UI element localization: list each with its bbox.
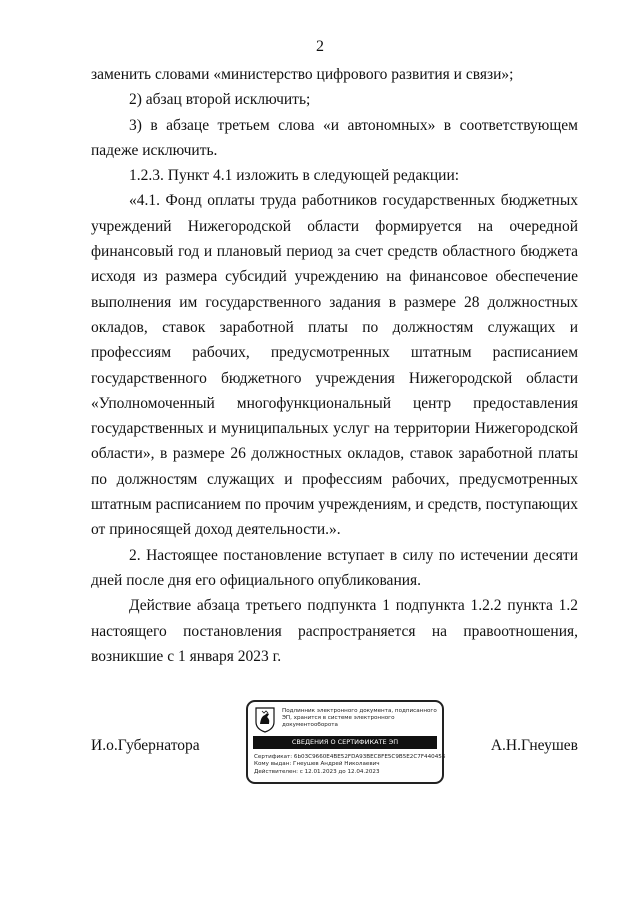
paragraph: 3) в абзаце третьем слова «и автономных» в соответствующем падеже исключить. [91,116,578,159]
certificate-validity: Действителен: с 12.01.2023 до 12.04.2023 [254,768,380,775]
page-number: 2 [316,38,324,55]
paragraph: 2) абзац второй исключить; [129,91,311,109]
paragraph: 2. Настоящее постановление вступает в силу по истечении десяти дней после дня его официального опубликования. [91,546,578,589]
paragraph: «4.1. Фонд оплаты труда работников государственных бюджетных учреждений Нижегородской области формируется на очередной финансовый год и плановый период за счет средств областного бюджета исходя из размера субсидий учреждению на финансовое обеспечение выполнения им государственного задания в размере 28 должностных окладов, ставок заработной платы по должностям служащих и профессиям рабочих, предусмотренных штатным расписанием государственного бюджетного учреждения Нижегородской области «Уполномоченный многофункциональный центр предоставления государственных и муниципальных услуг на территории Нижегородской области», в размере 26 должностных окладов, ставок заработной платы по должностям служащих и профессиям рабочих, предусмотренных штатным расписанием по прочим учреждениям, и средств, поступающих от приносящей доход деятельности.». [91,192,578,539]
paragraph: 1.2.3. Пункт 4.1 изложить в следующей редакции: [129,167,460,185]
document-body [91,62,578,669]
paragraph: заменить словами «министерство цифрового развития и связи»; [91,66,514,83]
signatory-position: И.о.Губернатора [91,737,200,754]
electronic-signature-stamp [246,700,444,784]
stamp-note: Подлинник электронного документа, подписанного ЭП, хранится в системе электронного документооборота [282,708,437,728]
signatory-name: А.Н.Гнеушев [490,737,578,754]
stamp-details [254,754,446,776]
certificate-number: Сертификат: 6b03C9660E4BE52FDA93BEC8FE5C9B5E2C7F440456 [254,754,446,760]
stamp-title: СВЕДЕНИЯ О СЕРТИФИКАТЕ ЭП [253,736,437,749]
paragraph: Действие абзаца третьего подпункта 1 подпункта 1.2.2 пункта 1.2 настоящего постановления распространяется на правоотношения, возникшие с 1 января 2023 г. [91,597,578,665]
certificate-owner: Кому выдан: Гнеушев Андрей Николаевич [254,761,380,768]
coat-of-arms-icon [255,707,275,733]
